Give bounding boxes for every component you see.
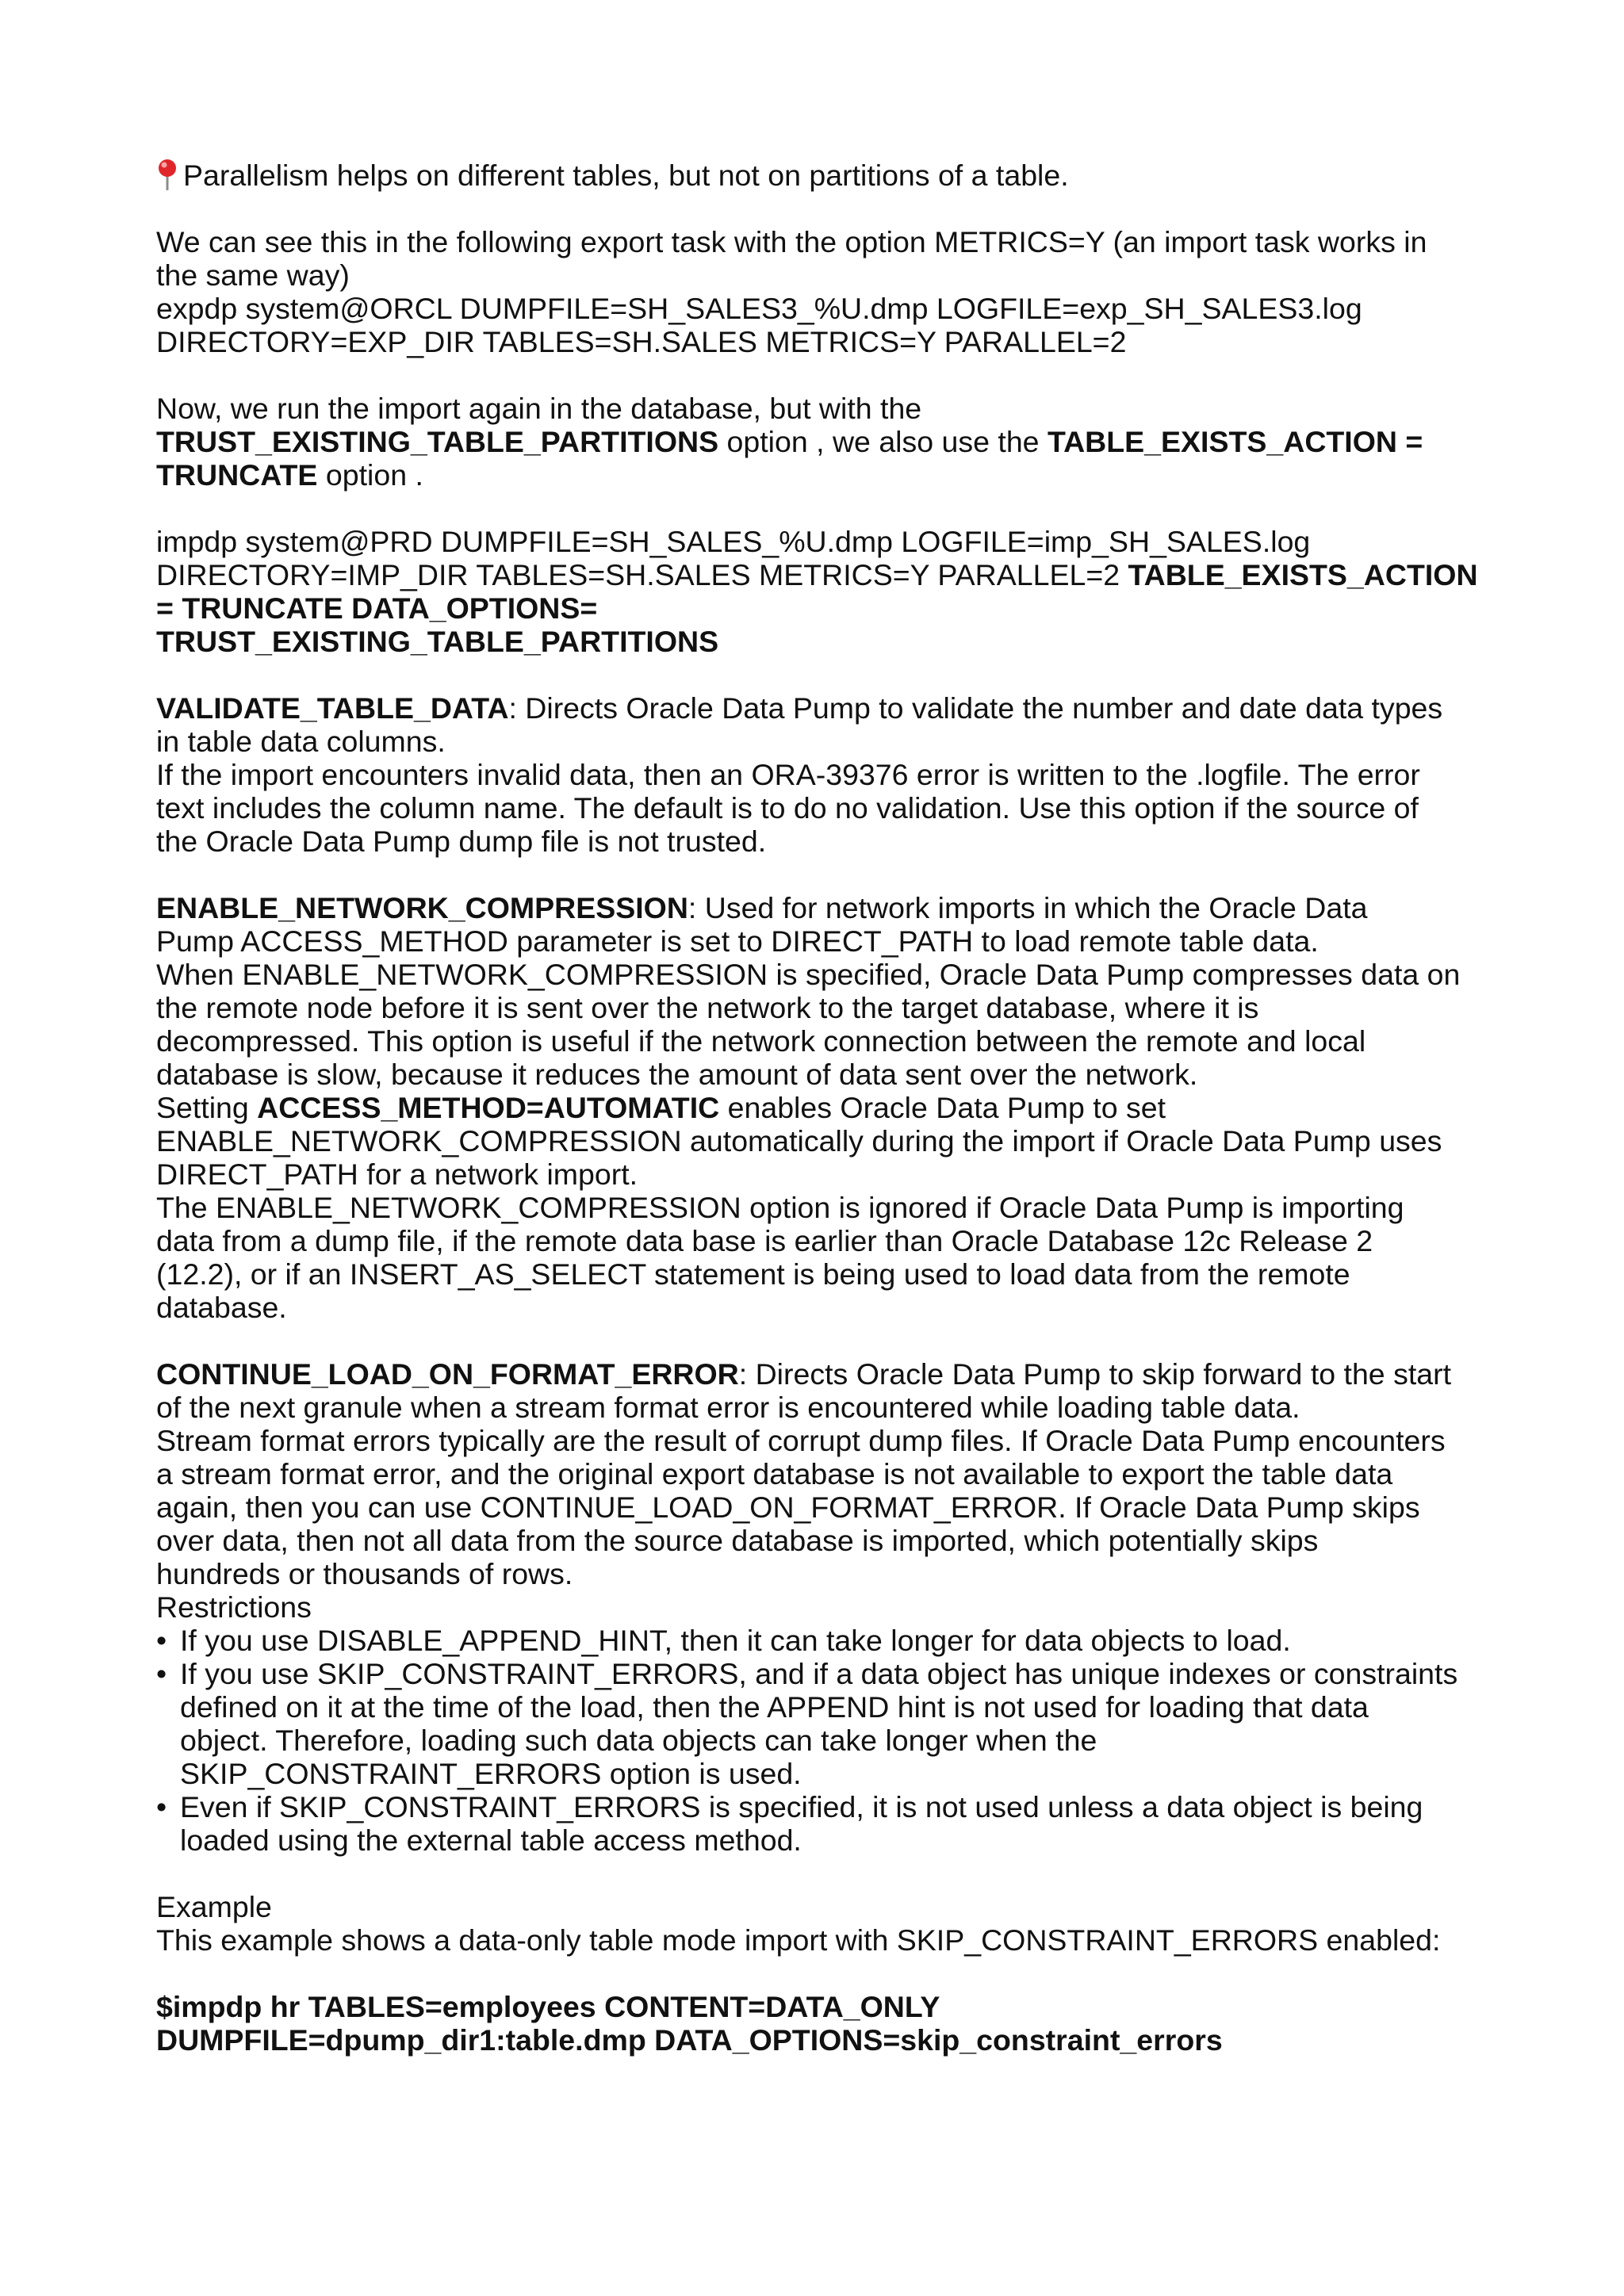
- restrictions-label: Restrictions: [156, 1590, 312, 1624]
- continue-load-line-7: hundreds or thousands of rows.: [156, 1557, 573, 1590]
- restriction-bullet-2-line-3: object. Therefore, loading such data objects can take longer when the: [180, 1724, 1097, 1757]
- continue-load-line-1: [156, 1357, 1488, 1391]
- network-line-2: Pump ACCESS_METHOD parameter is set to DIRECT_PATH to load remote table data.: [156, 924, 1319, 958]
- export-desc-line-1: We can see this in the following export task with the option METRICS=Y (an import task works in: [156, 225, 1427, 258]
- validate-term: VALIDATE_TABLE_DATA: [156, 691, 509, 725]
- bullet-mark: •: [156, 1624, 167, 1657]
- document-page: [156, 159, 1488, 2057]
- network-line-8: ENABLE_NETWORK_COMPRESSION automatically during the import if Oracle Data Pump uses: [156, 1124, 1442, 1158]
- bullet-mark: •: [156, 1657, 167, 1690]
- restriction-bullet-2: [156, 1657, 1488, 1790]
- network-line-7-pre: Setting: [156, 1091, 258, 1124]
- continue-load-line-5: again, then you can use CONTINUE_LOAD_ON_FORMAT_ERROR. If Oracle Data Pump skips: [156, 1490, 1420, 1524]
- impdp-command-line-2-plain: DIRECTORY=IMP_DIR TABLES=SH.SALES METRICS=Y PARALLEL=2: [156, 558, 1128, 591]
- access-method-term: ACCESS_METHOD=AUTOMATIC: [257, 1091, 720, 1124]
- truncate-term: TRUNCATE: [156, 458, 318, 492]
- network-line-7: [156, 1091, 1488, 1124]
- impdp-command-line-1: impdp system@PRD DUMPFILE=SH_SALES_%U.dmp LOGFILE=imp_SH_SALES.log: [156, 525, 1311, 558]
- validate-line-4: text includes the column name. The default is to do no validation. Use this option if the source of: [156, 791, 1419, 825]
- restriction-bullet-3: [156, 1790, 1488, 1857]
- restriction-bullet-3-line-1: Even if SKIP_CONSTRAINT_ERRORS is specified, it is not used unless a data object is being: [180, 1790, 1423, 1823]
- example-description: This example shows a data-only table mode import with SKIP_CONSTRAINT_ERRORS enabled:: [156, 1923, 1441, 1957]
- intro-text: Parallelism helps on different tables, but not on partitions of a table.: [183, 159, 1069, 192]
- network-line-1: [156, 891, 1488, 924]
- network-line-9: DIRECT_PATH for a network import.: [156, 1158, 638, 1191]
- rerun-line-2: [156, 425, 1488, 458]
- network-line-13: database.: [156, 1291, 287, 1324]
- table-exists-action-term: TABLE_EXISTS_ACTION =: [1047, 425, 1423, 458]
- continue-load-line-6: over data, then not all data from the source database is imported, which potentially skips: [156, 1524, 1319, 1557]
- continue-load-line-2: of the next granule when a stream format error is encountered while loading table data.: [156, 1391, 1300, 1424]
- example-command-line-1: $impdp hr TABLES=employees CONTENT=DATA_ONLY: [156, 1990, 940, 2023]
- impdp-command-line-2: [156, 558, 1488, 591]
- restriction-bullet-3-line-2: loaded using the external table access method.: [180, 1823, 802, 1857]
- validate-line-3: If the import encounters invalid data, then an ORA-39376 error is written to the .logfile. The error: [156, 758, 1420, 791]
- trust-partitions-term: TRUST_EXISTING_TABLE_PARTITIONS: [156, 425, 719, 458]
- validate-line-1-rest: : Directs Oracle Data Pump to validate the number and date data types: [508, 691, 1443, 725]
- expdp-command-line-2: DIRECTORY=EXP_DIR TABLES=SH.SALES METRICS=Y PARALLEL=2: [156, 325, 1127, 358]
- validate-line-5: the Oracle Data Pump dump file is not trusted.: [156, 825, 767, 858]
- impdp-command-line-3: = TRUNCATE DATA_OPTIONS=: [156, 591, 598, 625]
- continue-load-line-1-rest: : Directs Oracle Data Pump to skip forward to the start: [738, 1357, 1452, 1391]
- validate-line-1: [156, 691, 1488, 725]
- rerun-line-3: [156, 458, 1488, 492]
- expdp-command-line-1: expdp system@ORCL DUMPFILE=SH_SALES3_%U.dmp LOGFILE=exp_SH_SALES3.log: [156, 292, 1362, 325]
- validate-line-2: in table data columns.: [156, 725, 446, 758]
- restriction-bullet-2-line-4: SKIP_CONSTRAINT_ERRORS option is used.: [180, 1757, 802, 1790]
- restriction-bullet-2-line-1: If you use SKIP_CONSTRAINT_ERRORS, and if a data object has unique indexes or constraints: [180, 1657, 1458, 1690]
- rerun-line-2-mid: option , we also use the: [718, 425, 1048, 458]
- network-line-11: data from a dump file, if the remote data base is earlier than Oracle Database 12c Release 2: [156, 1224, 1373, 1257]
- export-desc-line-2: the same way): [156, 258, 350, 292]
- network-term: ENABLE_NETWORK_COMPRESSION: [156, 891, 688, 924]
- restriction-bullet-1: [156, 1624, 1488, 1657]
- example-command-line-2: DUMPFILE=dpump_dir1:table.dmp DATA_OPTIONS=skip_constraint_errors: [156, 2023, 1223, 2057]
- network-line-6: database is slow, because it reduces the amount of data sent over the network.: [156, 1058, 1198, 1091]
- network-line-10: The ENABLE_NETWORK_COMPRESSION option is ignored if Oracle Data Pump is importing: [156, 1191, 1404, 1224]
- example-label: Example: [156, 1890, 272, 1923]
- bullet-mark: •: [156, 1790, 167, 1823]
- impdp-command-line-2-bold: TABLE_EXISTS_ACTION: [1128, 558, 1478, 591]
- network-line-1-rest: : Used for network imports in which the Oracle Data: [688, 891, 1368, 924]
- network-line-4: the remote node before it is sent over the network to the target database, where it is: [156, 991, 1259, 1024]
- continue-load-line-3: Stream format errors typically are the result of corrupt dump files. If Oracle Data Pump encounters: [156, 1424, 1446, 1457]
- continue-load-term: CONTINUE_LOAD_ON_FORMAT_ERROR: [156, 1357, 739, 1391]
- intro-line: [156, 159, 1488, 192]
- network-line-7-rest: enables Oracle Data Pump to set: [719, 1091, 1166, 1124]
- rerun-line-3-rest: option .: [317, 458, 423, 492]
- network-line-3: When ENABLE_NETWORK_COMPRESSION is specified, Oracle Data Pump compresses data on: [156, 958, 1461, 991]
- restriction-bullet-1-text: If you use DISABLE_APPEND_HINT, then it can take longer for data objects to load.: [180, 1624, 1291, 1657]
- restriction-bullet-2-line-2: defined on it at the time of the load, then the APPEND hint is not used for loading that data: [180, 1690, 1369, 1724]
- continue-load-line-4: a stream format error, and the original export database is not available to export the table data: [156, 1457, 1393, 1490]
- rerun-line-1: Now, we run the import again in the database, but with the: [156, 392, 922, 425]
- red-pushpin-icon: [156, 159, 178, 190]
- network-line-12: (12.2), or if an INSERT_AS_SELECT statement is being used to load data from the remote: [156, 1257, 1350, 1291]
- network-line-5: decompressed. This option is useful if the network connection between the remote and local: [156, 1024, 1366, 1058]
- impdp-command-line-4: TRUST_EXISTING_TABLE_PARTITIONS: [156, 625, 719, 658]
